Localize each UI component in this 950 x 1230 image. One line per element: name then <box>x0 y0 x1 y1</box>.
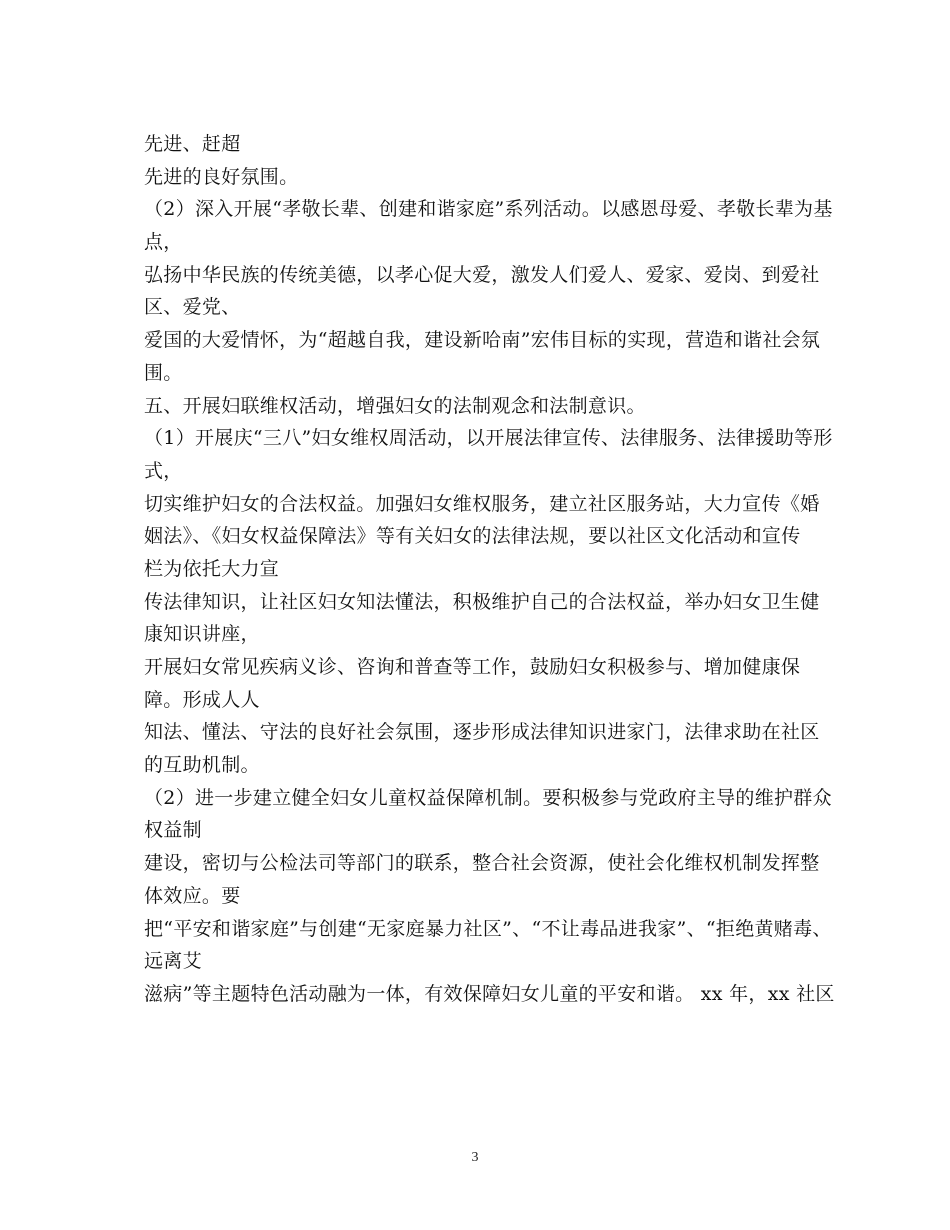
section-heading: 五、开展妇联维权活动，增强妇女的法制观念和法制意识。 <box>144 394 646 417</box>
text-line: 体效应。要 <box>144 884 241 907</box>
text-line: 先进的良好氛围。 <box>144 165 299 188</box>
text-line: 先进、赶超 <box>144 133 241 155</box>
body-text <box>144 128 835 1011</box>
text-line: 权益制 <box>144 819 202 842</box>
text-line: （2）进一步建立健全妇女儿童权益保障机制。要积极参与党政府主导的维护群众 <box>144 786 832 809</box>
text-line: 围。 <box>144 361 183 384</box>
text-line: 建设，密切与公检法司等部门的联系，整合社会资源，使社会化维权机制发挥整 <box>144 852 820 875</box>
text-line: 康知识讲座， <box>144 623 260 646</box>
page-number: 3 <box>471 1150 479 1165</box>
text-line: 远离艾 <box>144 950 202 973</box>
text-line: （1）开展庆“三八”妇女维权周活动，以开展法律宣传、法律服务、法律援助等形 <box>144 427 833 450</box>
text-line: 切实维护妇女的合法权益。加强妇女维权服务，建立社区服务站，大力宣传《婚 <box>144 492 820 515</box>
text-line: 滋病”等主题特色活动融为一体，有效保障妇女儿童的平安和谐。 xx 年，xx 社区 <box>144 982 835 1005</box>
text-line: 爱国的大爱情怀，为“超越自我，建设新哈南”宏伟目标的实现，营造和谐社会氛 <box>144 329 821 352</box>
text-line: 传法律知识，让社区妇女知法懂法，积极维护自己的合法权益，举办妇女卫生健 <box>144 590 820 613</box>
text-line: 弘扬中华民族的传统美德，以孝心促大爱，激发人们爱人、爱家、爱岗、到爱社 <box>144 263 820 286</box>
text-line: 栏为依托大力宣 <box>144 557 280 580</box>
text-line: 点， <box>144 231 183 254</box>
text-line: 姻法》、《妇女权益保障法》等有关妇女的法律法规，要以社区文化活动和宣传 <box>144 525 801 548</box>
text-line: 的互助机制。 <box>144 754 260 777</box>
text-line: 把“平安和谐家庭”与创建“无家庭暴力社区”、“不让毒品进我家”、“拒绝黄赌毒、 <box>144 917 832 940</box>
text-line: 开展妇女常见疾病义诊、咨询和普查等工作，鼓励妇女积极参与、增加健康保 <box>144 656 801 678</box>
text-line: 式， <box>144 459 183 482</box>
text-line: 区、爱党、 <box>144 296 241 319</box>
text-line: （2）深入开展“孝敬长辈、创建和谐家庭”系列活动。以感恩母爱、孝敬长辈为基 <box>144 198 833 221</box>
text-line: 知法、懂法、守法的良好社会氛围，逐步形成法律知识进家门，法律求助在社区 <box>144 721 820 744</box>
text-line: 障。形成人人 <box>144 688 260 711</box>
